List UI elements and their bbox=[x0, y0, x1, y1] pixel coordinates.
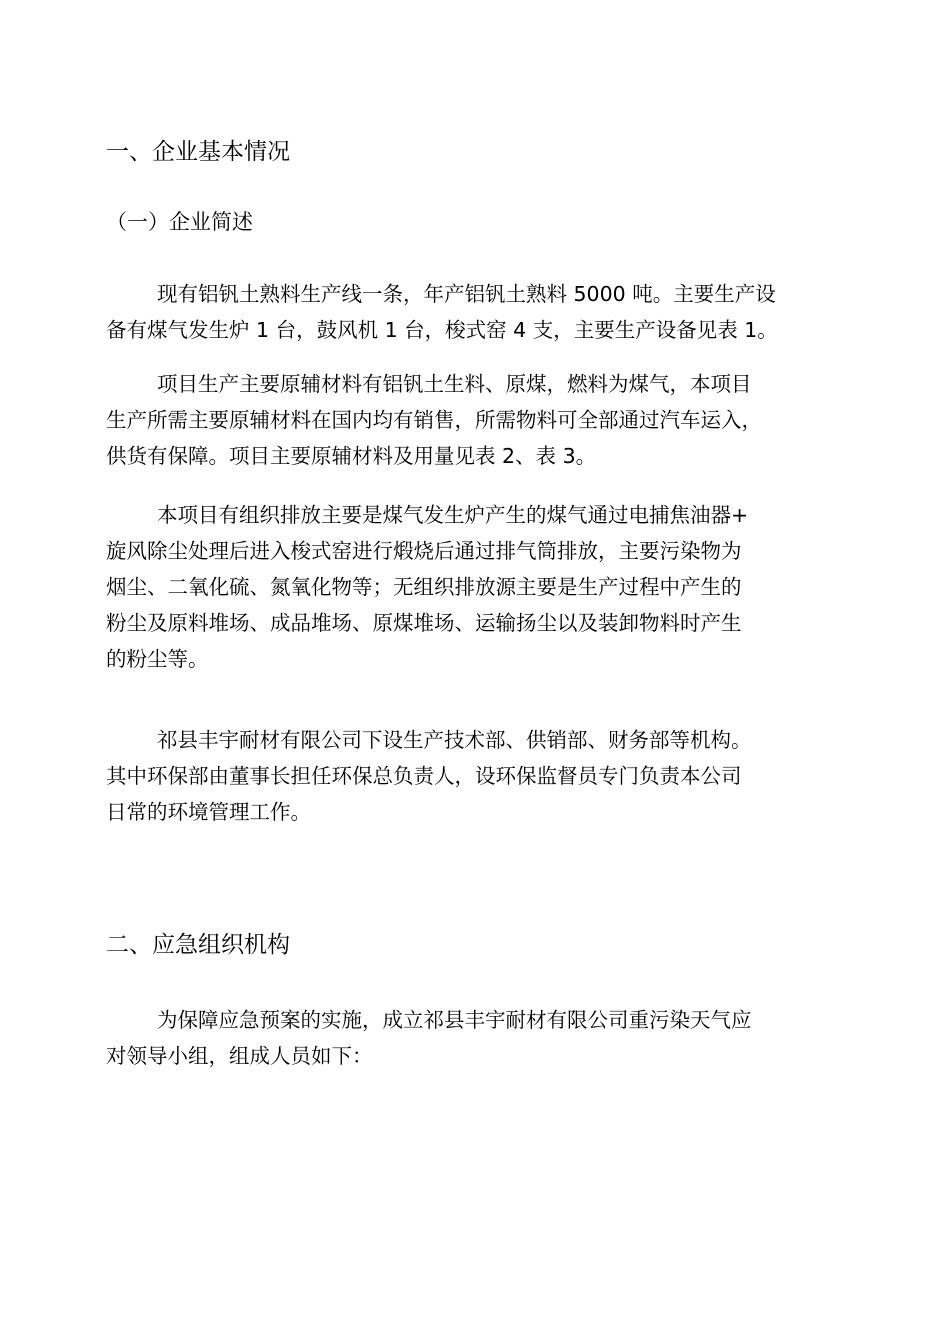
paragraph-overview bbox=[106, 276, 851, 348]
paragraph-line: 祁县丰宇耐材有限公司下设生产技术部、供销部、财务部等机构。 bbox=[157, 728, 752, 752]
paragraph-line: 本项目有组织排放主要是煤气发生炉产生的煤气通过电捕焦油器+ bbox=[157, 503, 749, 527]
paragraph-organization bbox=[106, 722, 851, 830]
paragraph-materials bbox=[106, 366, 851, 474]
paragraph-line: 现有铝钒土熟料生产线一条，年产铝钒土熟料 5000 吨。主要生产设 bbox=[157, 282, 776, 306]
paragraph-line: 对领导小组，组成人员如下： bbox=[106, 1044, 373, 1068]
subsection-heading: （一）企业简述 bbox=[106, 210, 253, 234]
paragraph-line: 旋风除尘处理后进入梭式窑进行煅烧后通过排气筒排放，主要污染物为 bbox=[106, 539, 742, 563]
paragraph-line: 烟尘、二氧化硫、氮氧化物等；无组织排放源主要是生产过程中产生的 bbox=[106, 575, 742, 599]
paragraph-line: 备有煤气发生炉 1 台，鼓风机 1 台，梭式窑 4 支，主要生产设备见表 1。 bbox=[106, 318, 778, 342]
paragraph-line: 的粉尘等。 bbox=[106, 647, 209, 671]
paragraph-line: 粉尘及原料堆场、成品堆场、原煤堆场、运输扬尘以及装卸物料时产生 bbox=[106, 611, 742, 635]
paragraph-line: 生产所需主要原辅材料在国内均有销售，所需物料可全部通过汽车运入， bbox=[106, 408, 762, 432]
paragraph-line: 项目生产主要原辅材料有铝钒土生料、原煤，燃料为煤气，本项目 bbox=[157, 372, 752, 396]
paragraph-line: 为保障应急预案的实施，成立祁县丰宇耐材有限公司重污染天气应 bbox=[157, 1008, 752, 1032]
paragraph-line: 其中环保部由董事长担任环保总负责人，设环保监督员专门负责本公司 bbox=[106, 764, 742, 788]
section-heading-1: 一、企业基本情况 bbox=[106, 139, 290, 165]
paragraph-emissions bbox=[106, 497, 851, 677]
paragraph-line: 日常的环境管理工作。 bbox=[106, 800, 311, 824]
paragraph-emergency bbox=[106, 1002, 851, 1074]
paragraph-line: 供货有保障。项目主要原辅材料及用量见表 2、表 3。 bbox=[106, 444, 597, 468]
section-heading-2: 二、应急组织机构 bbox=[106, 932, 290, 958]
